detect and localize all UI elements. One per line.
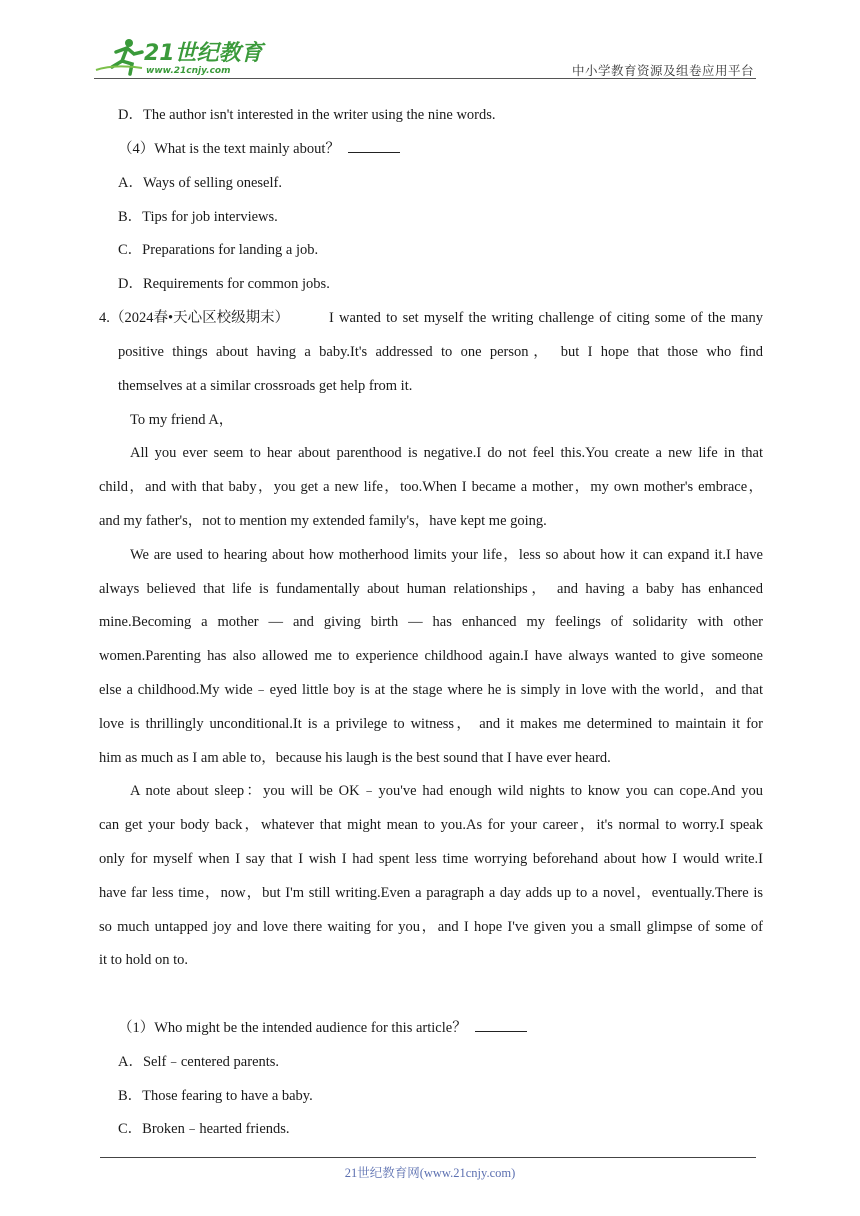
paragraph-3-line: so much untapped joy and love there waiting for you，and I hope I've given you a small glimpse of some of bbox=[99, 919, 763, 935]
paragraph-2-line: him as much as I am able to，because his laugh is the best sound that I have ever heard. bbox=[99, 750, 611, 766]
site-logo bbox=[94, 34, 269, 76]
logo-text: 21世纪教育 bbox=[144, 41, 263, 66]
page-header bbox=[94, 30, 756, 82]
paragraph-2-line: always believed that life is fundamentally about human relationships， and having a baby has enhanced bbox=[99, 581, 763, 597]
passage-intro: themselves at a similar crossroads get help from it. bbox=[118, 378, 413, 394]
paragraph-3-line: it to hold on to. bbox=[99, 952, 189, 968]
option-c: C．Broken﹣hearted friends. bbox=[118, 1121, 290, 1137]
paragraph-2-line: We are used to hearing about how motherhood limits your life，less so about how it can expand it.I have bbox=[130, 547, 763, 563]
question-4 bbox=[118, 139, 400, 159]
option-d: D．Requirements for common jobs. bbox=[118, 276, 330, 292]
runner-icon bbox=[96, 39, 142, 74]
paragraph-3-line: can get your body back，whatever that might mean to you.As for your career，it's normal to worry.I speak bbox=[99, 817, 763, 833]
paragraph-1-line: child，and with that baby，you get a new life，too.When I became a mother，my own mother's embrace， bbox=[99, 479, 763, 495]
header-divider bbox=[94, 78, 756, 79]
question-text: （1）Who might be the intended audience for this article？ bbox=[118, 1020, 467, 1036]
question-text: （4）What is the text mainly about？ bbox=[118, 141, 340, 157]
platform-title: 中小学教育资源及组卷应用平台 bbox=[571, 63, 754, 78]
paragraph-2-line: love is thrillingly unconditional.It is a privilege to witness， and it makes me determined to maintain it for bbox=[99, 716, 763, 732]
paragraph-1-line: and my father's，not to mention my extended family's，have kept me going. bbox=[99, 513, 547, 529]
paragraph-2-line: mine.Becoming a mother — and giving birth — has enhanced my feelings of solidarity with other bbox=[99, 614, 763, 630]
passage-intro: I wanted to set myself the writing challenge of citing some of the many bbox=[329, 310, 763, 326]
option-c: C．Preparations for landing a job. bbox=[118, 242, 319, 258]
footer-text: 21世纪教育网(www.21cnjy.com) bbox=[344, 1166, 516, 1180]
paragraph-2-line: else a childhood.My wide﹣eyed little boy is at the stage where he is simply in love with the world，and that bbox=[99, 682, 763, 698]
question-number: 4. bbox=[99, 310, 110, 326]
paragraph-1-line: All you ever seem to hear about parenthood is negative.I do not feel this.You create a new life in that bbox=[130, 445, 763, 461]
paragraph-3-line: have far less time，now，but I'm still writing.Even a paragraph a day adds up to a novel，eventually.There is bbox=[99, 885, 763, 901]
paragraph-2-line: women.Parenting has also allowed me to experience childhood again.I have always wanted to give someone bbox=[99, 648, 763, 664]
footer-divider bbox=[100, 1157, 756, 1158]
paragraph-3-line: only for myself when I say that I wish I had spent less time worrying beforehand about how I would write.I bbox=[99, 851, 763, 867]
option-a: A．Self﹣centered parents. bbox=[118, 1054, 280, 1070]
answer-blank bbox=[475, 1019, 527, 1032]
sub-question-1 bbox=[118, 1018, 527, 1038]
paragraph-3-line: A note about sleep：you will be OK﹣you've had enough wild nights to know you can cope.And you bbox=[130, 783, 763, 799]
passage-intro: positive things about having a baby.It's addressed to one person， but I hope that those who find bbox=[118, 344, 763, 360]
logo-url: www.21cnjy.com bbox=[146, 66, 231, 76]
option-4-d: D．The author isn't interested in the writer using the nine words. bbox=[118, 107, 496, 123]
option-b: B．Tips for job interviews. bbox=[118, 209, 278, 225]
option-a: A．Ways of selling oneself. bbox=[118, 175, 282, 191]
salutation: To my friend A， bbox=[130, 412, 234, 428]
question-source: （2024春•天心区校级期末） bbox=[110, 310, 290, 326]
answer-blank bbox=[348, 140, 400, 153]
option-b: B．Those fearing to have a baby. bbox=[118, 1088, 313, 1104]
